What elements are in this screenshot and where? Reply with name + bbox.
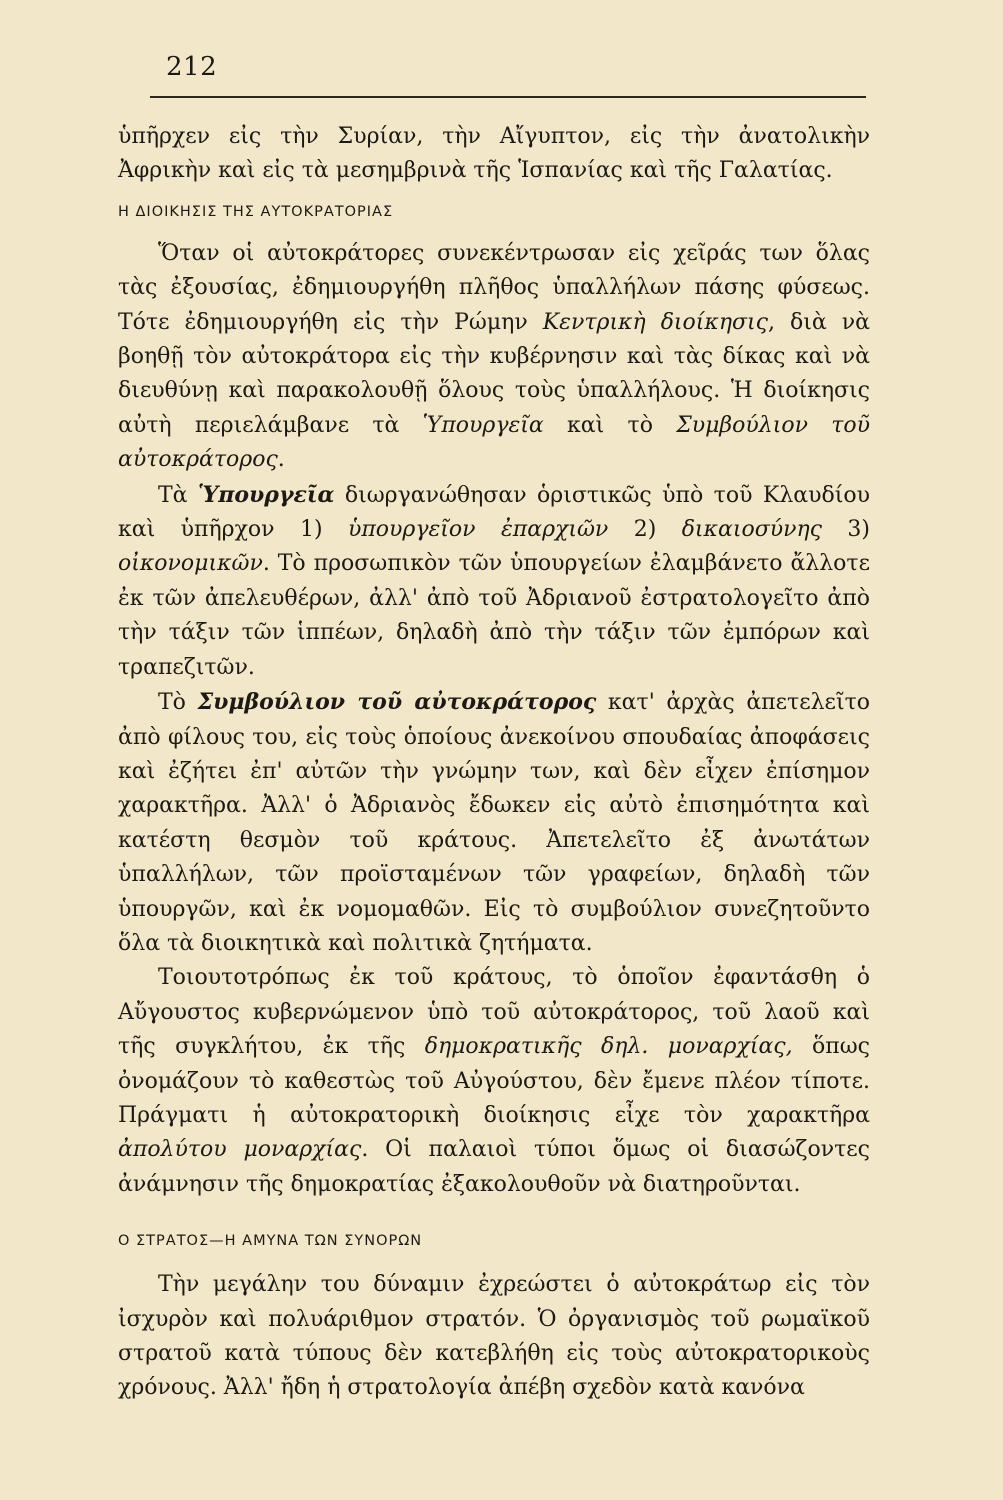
section-heading-army: Ο ΣΤΡΑΤΟΣ—Η ΑΜΥΝΑ ΤΩΝ ΣΥΝΟΡΩΝ bbox=[118, 1233, 423, 1250]
italic-term: δικαιοσύνης bbox=[681, 517, 822, 543]
text-run: . Τὸ προσωπικὸν τῶν ὑπουργείων ἐλαμβάνετο ἄλλοτε ἐκ τῶν ἀπελευθέρων, ἀλλ' ἀπὸ τοῦ Ἀδριανοῦ ἐστρατολογεῖτο ἀπὸ τὴν τάξιν τῶν ἱππέων, δηλαδὴ ἀπὸ τὴν τάξιν τῶν ἐμπόρων καὶ τραπεζιτῶν. bbox=[118, 551, 870, 680]
text-run: Ὅταν οἱ αὐτοκράτορες συνεκέντρωσαν εἰς χεῖράς των ὅλας τὰς ἐξουσίας, ἐδημιουργήθη πλῆθος ὑπαλλήλων πάσης φύσεως. Τότε ἐδημιουργήθη εἰς τὴν Ρώμην bbox=[118, 240, 870, 335]
intro-paragraph: ὑπῆρχεν εἰς τὴν Συρίαν, τὴν Αἴγυπτον, εἰς τὴν ἀνατολικὴν Ἀφρικὴν καὶ εἰς τὰ μεσημβρινὰ τῆς Ἱσπανίας καὶ τῆς Γαλατίας. bbox=[118, 124, 870, 184]
page-number: 212 bbox=[166, 52, 218, 82]
header-rule bbox=[150, 96, 866, 98]
italic-term: οἰκονομικῶν bbox=[118, 551, 263, 577]
text-run: , διὰ νὰ βοηθῇ τὸν αὐτοκράτορα εἰς τὴν κυβέρνησιν καὶ τὰς δίκας καὶ νὰ διευθύνῃ καὶ παρακολουθῇ ὅλους τοὺς ὑπαλλήλους. Ἡ διοίκησις αὐτὴ περιελάμβανε τὰ bbox=[118, 309, 871, 438]
italic-term: Συμβούλιον τοῦ αὐτοκράτορος bbox=[118, 412, 870, 473]
paragraph-council bbox=[118, 685, 870, 961]
text-run: 2) bbox=[608, 517, 682, 543]
bold-term: Ὑπουργεῖα bbox=[197, 481, 335, 508]
text-run: καὶ τὸ bbox=[543, 412, 677, 438]
italic-term: Ὑπουργεῖα bbox=[422, 412, 544, 438]
text-run: Τοιουτοτρόπως ἐκ τοῦ κράτους, τὸ ὁποῖον ἐφαντάσθη ὁ Αὔγουστος κυβερνώμενον ὑπὸ τοῦ αὐτοκράτορος, τοῦ λαοῦ καὶ τῆς συγκλήτου, ἐκ τῆς bbox=[118, 965, 870, 1060]
text-run: . bbox=[277, 447, 285, 473]
italic-term: Κεντρικὴ διοίκησις bbox=[542, 309, 769, 335]
text-run: . Οἱ παλαιοὶ τύποι ὅμως οἱ διασώζοντες ἀνάμνησιν τῆς δημοκρατίας ἐξακολουθοῦν νὰ διατηροῦνται. bbox=[118, 1137, 870, 1197]
italic-term: ἀπολύτου μοναρχίας bbox=[118, 1137, 362, 1163]
section-heading-administration: Η ΔΙΟΙΚΗΣΙΣ ΤΗΣ ΑΥΤΟΚΡΑΤΟΡΙΑΣ bbox=[118, 203, 394, 220]
text-run: 3) bbox=[821, 517, 870, 543]
paragraph-monarchy bbox=[118, 961, 870, 1202]
paragraph-army: Τὴν μεγάλην του δύναμιν ἐχρεώστει ὁ αὐτοκράτωρ εἰς τὸν ἰσχυρὸν καὶ πολυάριθμον στρατόν. Ὁ ὀργανισμὸς τοῦ ρωμαϊκοῦ στρατοῦ κατὰ τύπους δὲν κατεβλήθη εἰς τοὺς αὐτοκρατορικοὺς χρόνους. Ἀλλ' ἤδη ἡ στρατολογία ἀπέβη σχεδὸν κατὰ κανόνα bbox=[118, 1272, 870, 1401]
italic-term: ὑπουργεῖον ἐπαρχιῶν bbox=[347, 517, 609, 543]
text-run: διωργανώθησαν ὁριστικῶς ὑπὸ τοῦ Κλαυδίου καὶ ὑπῆρχον 1) bbox=[118, 482, 870, 543]
italic-term: δημοκρατικῆς δηλ. μοναρχίας, bbox=[424, 1034, 793, 1060]
text-run: ὅπως ὀνομάζουν τὸ καθεστὼς τοῦ Αὐγούστου, δὲν ἔμενε πλέον τίποτε. Πράγματι ἡ αὐτοκρατορικὴ διοίκησις εἶχε τὸν χαρακτῆρα bbox=[118, 1034, 870, 1128]
text-run: κατ' ἀρχὰς ἀπετελεῖτο ἀπὸ φίλους του, εἰς τοὺς ὁποίους ἀνεκοίνου σπουδαίας ἀποφάσεις καὶ ἐζήτει ἐπ' αὐτῶν τὴν γνώμην των, καὶ δὲν εἶχεν ἐπίσημον χαρακτῆρα. Ἀλλ' ὁ Ἀδριανὸς ἔδωκεν εἰς αὐτὸ ἐπισημότητα καὶ κατέστη θεσμὸν τοῦ κράτους. Ἀπετελεῖτο ἐξ ἀνωτάτων ὑπαλλήλων, τῶν προϊσταμένων τῶν γραφείων, δηλαδὴ τῶν ὑπουργῶν, καὶ ἐκ νομομαθῶν. Εἰς τὸ συμβούλιον συνεζητοῦντο ὅλα τὰ διοικητικὰ καὶ πολιτικὰ ζητήματα. bbox=[118, 690, 870, 956]
text-run: Τὰ bbox=[158, 482, 198, 508]
bold-term: Συμβούλιον τοῦ αὐτοκράτορος bbox=[197, 689, 597, 716]
paragraph-ministries bbox=[118, 478, 870, 685]
paragraph-administration-1 bbox=[118, 237, 870, 478]
text-run: Τὸ bbox=[158, 690, 198, 716]
page-body bbox=[118, 120, 870, 1406]
